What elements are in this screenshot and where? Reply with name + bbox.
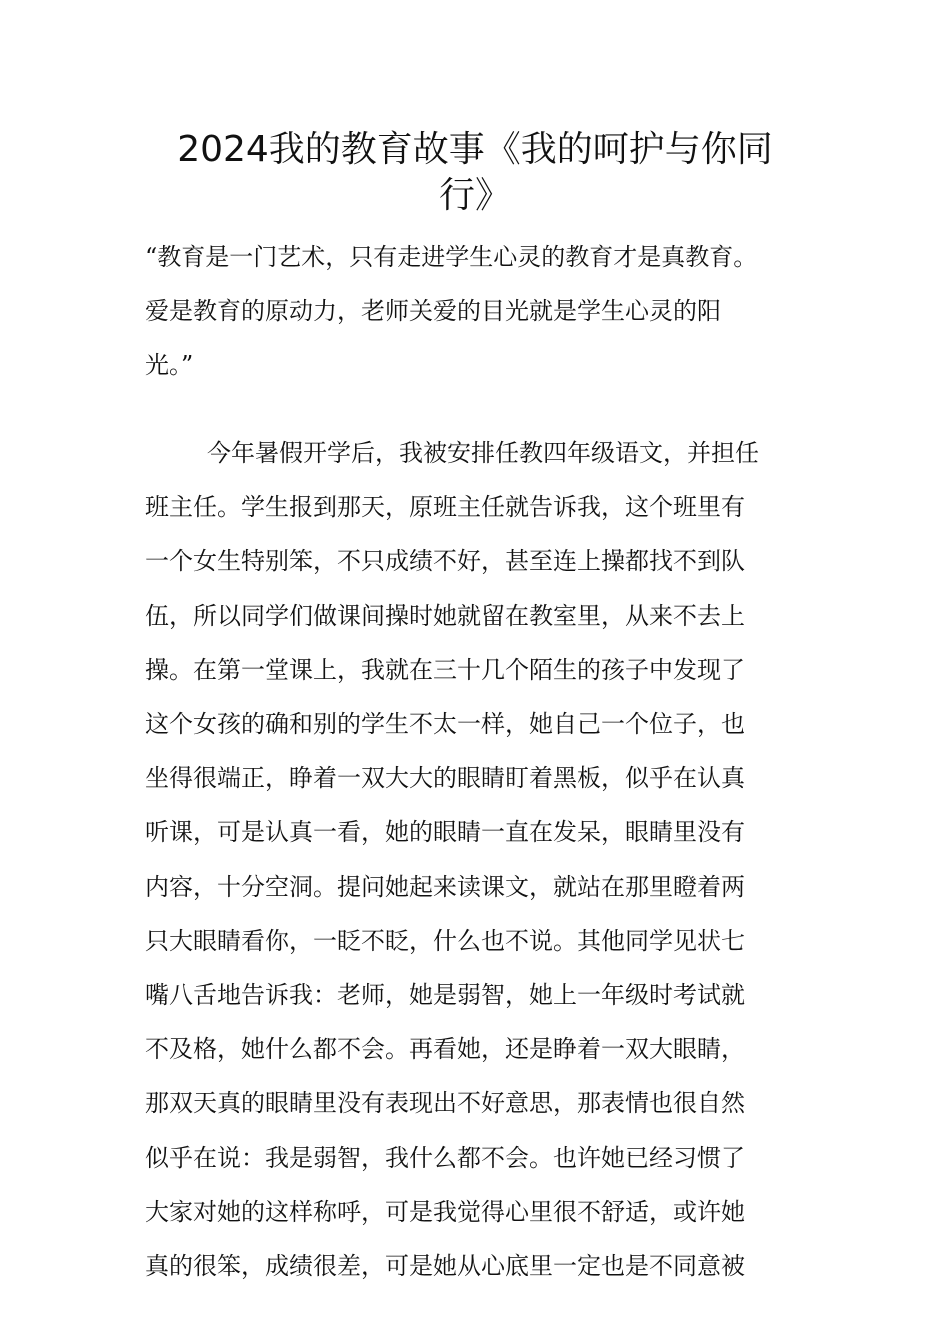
title-line: 行》 xyxy=(438,175,511,216)
quote-line: “教育是一门艺术，只有走进学生心灵的教育才是真教育。 xyxy=(145,243,758,271)
body-line: 一个女生特别笨，不只成绩不好，甚至连上操都找不到队 xyxy=(145,547,745,576)
body-paragraph xyxy=(145,426,825,1293)
body-line: 听课，可是认真一看，她的眼睛一直在发呆，眼睛里没有 xyxy=(145,818,745,847)
body-line: 嘴八舌地告诉我：老师，她是弱智，她上一年级时考试就 xyxy=(145,981,745,1010)
body-line: 伍，所以同学们做课间操时她就留在教室里，从来不去上 xyxy=(145,601,745,630)
body-line: 似乎在说：我是弱智，我什么都不会。也许她已经习惯了 xyxy=(145,1143,745,1172)
body-line: 不及格，她什么都不会。再看她，还是睁着一双大眼睛， xyxy=(145,1035,745,1064)
body-line: 内容，十分空洞。提问她起来读课文，就站在那里瞪着两 xyxy=(145,872,745,901)
body-line: 真的很笨，成绩很差，可是她从心底里一定也是不同意被 xyxy=(145,1252,745,1281)
body-line: 大家对她的这样称呼，可是我觉得心里很不舒适，或许她 xyxy=(145,1197,745,1226)
title-line: 2024我的教育故事《我的呵护与你同 xyxy=(177,129,773,170)
body-line: 今年暑假开学后，我被安排任教四年级语文，并担任 xyxy=(207,439,759,467)
opening-quote xyxy=(145,230,845,392)
body-line: 班主任。学生报到那天，原班主任就告诉我，这个班里有 xyxy=(145,493,745,522)
body-line: 只大眼睛看你，一眨不眨，什么也不说。其他同学见状七 xyxy=(145,926,745,955)
body-line: 那双天真的眼睛里没有表现出不好意思，那表情也很自然 xyxy=(145,1089,745,1118)
body-line: 操。在第一堂课上，我就在三十几个陌生的孩子中发现了 xyxy=(145,655,745,684)
body-line: 坐得很端正，睁着一双大大的眼睛盯着黑板，似乎在认真 xyxy=(145,764,745,793)
quote-line: 爱是教育的原动力，老师关爱的目光就是学生心灵的阳 xyxy=(145,297,721,325)
quote-line: 光。” xyxy=(145,351,194,379)
document-title xyxy=(145,127,805,219)
body-line: 这个女孩的确和别的学生不太一样，她自己一个位子，也 xyxy=(145,710,745,739)
